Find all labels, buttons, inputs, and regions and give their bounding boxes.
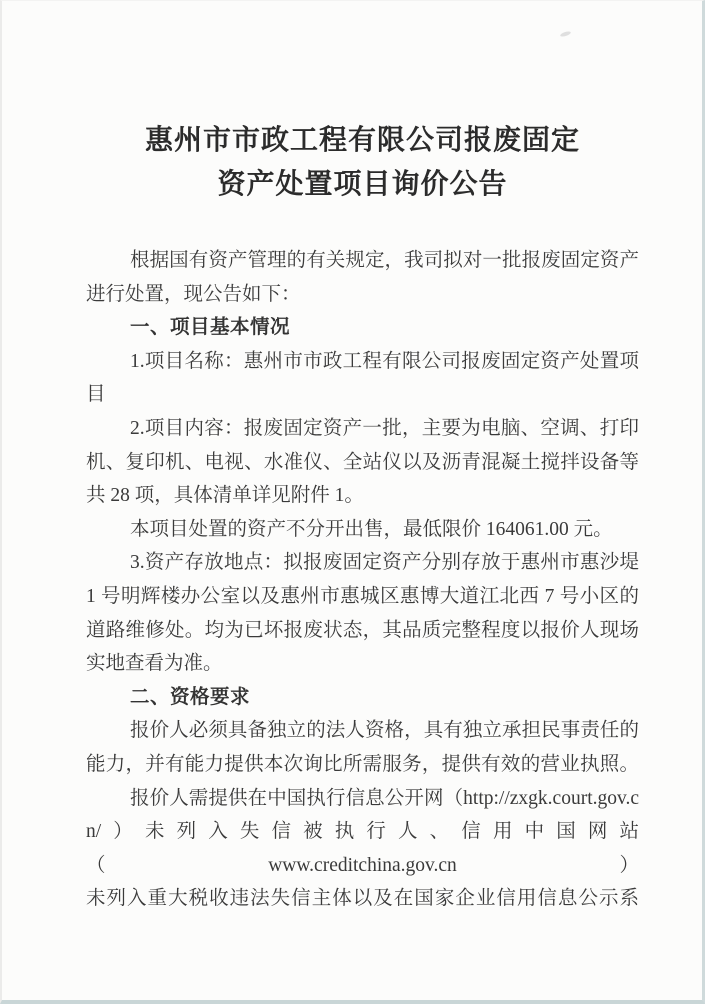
document-title-line-1: 惠州市市政工程有限公司报废固定 bbox=[144, 125, 580, 156]
text-line: 未列入重大税收违法失信主体以及在国家企业信用信息公示系 bbox=[86, 888, 639, 910]
section-heading: 一、项目基本情况 bbox=[130, 316, 291, 339]
text-line: 1.项目名称：惠州市市政工程有限公司报废固定资产处置项 bbox=[130, 350, 639, 372]
page-content bbox=[2, 1, 702, 916]
text-line: 根据国有资产管理的有关规定，我司拟对一批报废固定资产 bbox=[130, 250, 639, 271]
text-line: 3.资产存放地点：拟报废固定资产分别存放于惠州市惠沙堤 bbox=[130, 552, 639, 574]
text-line: 进行处置，现公告如下： bbox=[86, 283, 301, 305]
text-line: n/）未列入失信被执行人、信用中国网站（www.creditchina.gov.cn） bbox=[86, 821, 639, 876]
section-heading: 二、资格要求 bbox=[130, 685, 251, 708]
text-line: 本项目处置的资产不分开出售，最低限价 164061.00 元。 bbox=[130, 518, 613, 540]
text-line: 1 号明辉楼办公室以及惠州市惠城区惠博大道江北西 7 号小区的 bbox=[86, 585, 639, 607]
text-line: 机、复印机、电视、水准仪、全站仪以及沥青混凝土搅拌设备等 bbox=[86, 451, 639, 473]
text-line: 共 28 项，具体清单详见附件 1。 bbox=[86, 485, 364, 507]
text-line: 道路维修处。均为已坏报废状态，其品质完整程度以报价人现场 bbox=[86, 619, 639, 641]
text-line: 报价人必须具备独立的法人资格，具有独立承担民事责任的 bbox=[130, 720, 639, 742]
document-body bbox=[86, 244, 639, 916]
text-line: 能力，并有能力提供本次询比所需服务，提供有效的营业执照。 bbox=[86, 753, 639, 775]
text-line: 2.项目内容：报废固定资产一批，主要为电脑、空调、打印 bbox=[130, 417, 639, 439]
text-line: 目 bbox=[86, 384, 106, 406]
document-title bbox=[86, 119, 639, 207]
text-line: 实地查看为准。 bbox=[86, 653, 223, 675]
text-line: 报价人需提供在中国执行信息公开网（http://zxgk.court.gov.c bbox=[130, 787, 639, 809]
document-title-line-2: 资产处置项目询价公告 bbox=[217, 169, 508, 200]
